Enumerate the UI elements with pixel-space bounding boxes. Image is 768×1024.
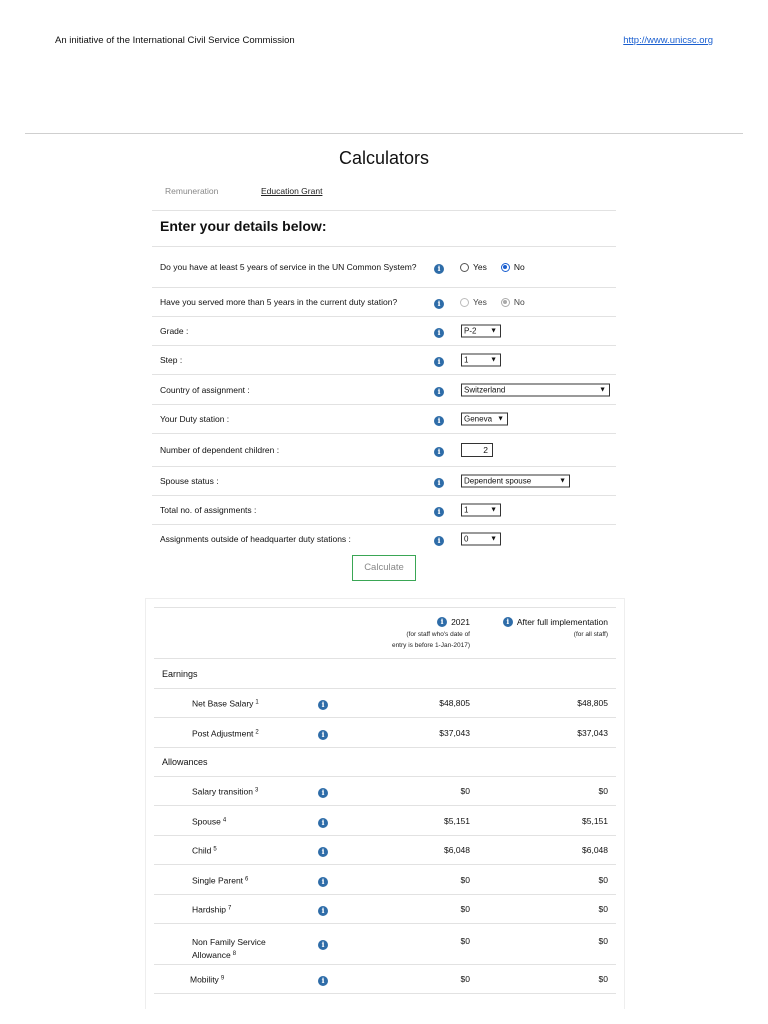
service-question: Do you have at least 5 years of service in the UN Common System? <box>160 262 417 272</box>
country-value: Switzerland <box>464 385 506 394</box>
row-country <box>152 375 616 405</box>
radio-dot <box>460 263 469 272</box>
tab-remuneration[interactable]: Remuneration <box>165 186 219 196</box>
row-label-text: Non Family Service Allowance <box>192 937 266 960</box>
row-children <box>152 434 616 467</box>
row-label-text: Single Parent <box>192 875 244 885</box>
info-icon[interactable]: i <box>434 536 444 546</box>
row-spouse <box>152 467 616 496</box>
footnote-ref: 9 <box>220 975 225 982</box>
info-icon[interactable]: i <box>434 507 444 517</box>
results-table <box>154 607 616 994</box>
duty-radios <box>460 297 539 307</box>
value-full: $37,043 <box>577 727 608 738</box>
chevron-down-icon: ▼ <box>490 356 497 364</box>
value-2021: $5,151 <box>444 815 470 826</box>
duty-station-select[interactable] <box>461 413 508 426</box>
info-icon[interactable]: i <box>437 617 447 627</box>
value-2021: $6,048 <box>444 845 470 855</box>
row-label <box>192 814 292 827</box>
footnote-ref: 7 <box>228 905 232 912</box>
row-label <box>192 785 292 798</box>
radio-duty-yes[interactable] <box>460 297 487 307</box>
row-label-text: Hardship <box>192 904 227 915</box>
row-label <box>192 844 292 857</box>
column-2021-title: 2021 <box>451 617 470 627</box>
value-full: $0 <box>598 874 608 885</box>
info-icon[interactable]: i <box>318 788 328 798</box>
chevron-down-icon: ▼ <box>490 327 497 335</box>
row-label <box>190 973 290 986</box>
info-icon[interactable]: i <box>318 818 328 828</box>
info-icon[interactable]: i <box>434 328 444 338</box>
divider <box>25 133 743 134</box>
spouse-value: Dependent spouse <box>464 476 532 486</box>
table-row <box>154 924 616 965</box>
initiative-text: An initiative of the International Civil Service Commission <box>55 35 295 46</box>
assignments-select[interactable] <box>461 504 501 517</box>
value-full: $0 <box>598 904 608 914</box>
row-duty-years <box>152 288 616 317</box>
info-icon[interactable]: i <box>434 387 444 397</box>
row-label-text: Net Base Salary <box>192 698 254 709</box>
chevron-down-icon: ▼ <box>490 506 497 514</box>
info-icon[interactable]: i <box>318 906 328 916</box>
footnote-ref: 3 <box>254 787 259 794</box>
country-select[interactable] <box>461 383 610 396</box>
table-row <box>154 865 616 895</box>
value-full: $48,805 <box>577 698 608 708</box>
value-full: $0 <box>598 786 608 796</box>
section-allowances <box>154 748 616 777</box>
info-icon[interactable]: i <box>434 264 444 274</box>
table-row <box>154 689 616 718</box>
section-label: Earnings <box>162 668 198 679</box>
chevron-down-icon: ▼ <box>559 477 566 485</box>
footnote-ref: 4 <box>222 817 227 823</box>
chevron-down-icon: ▼ <box>490 535 497 543</box>
country-label: Country of assignment : <box>160 384 250 395</box>
value-2021: $0 <box>460 974 470 984</box>
row-service <box>152 247 616 288</box>
table-row <box>154 777 616 806</box>
info-icon[interactable]: i <box>434 357 444 367</box>
value-2021: $0 <box>460 904 470 914</box>
row-label-text: Spouse <box>192 816 221 826</box>
row-label <box>192 726 292 739</box>
column-full-note: (for all staff) <box>573 631 608 638</box>
chevron-down-icon: ▼ <box>599 386 606 393</box>
row-outside-hq <box>152 525 616 553</box>
row-label <box>192 903 292 916</box>
info-icon[interactable]: i <box>318 877 328 887</box>
row-label-text: Mobility <box>190 974 219 985</box>
spouse-select[interactable] <box>461 475 570 488</box>
step-label: Step : <box>160 355 183 365</box>
tab-education-grant[interactable]: Education Grant <box>261 186 323 196</box>
outside-hq-value: 0 <box>464 534 469 544</box>
value-2021: $48,805 <box>439 698 470 708</box>
table-row <box>154 836 616 865</box>
radio-service-no[interactable] <box>501 262 525 272</box>
row-label-text: Post Adjustment <box>192 728 254 738</box>
value-full: $6,048 <box>582 845 608 855</box>
info-icon[interactable]: i <box>318 940 328 950</box>
duty-question: Have you served more than 5 years in the current duty station? <box>160 297 398 307</box>
row-duty-station <box>152 405 616 434</box>
radio-duty-no[interactable] <box>501 297 525 307</box>
info-icon[interactable]: i <box>503 617 513 627</box>
info-icon[interactable]: i <box>318 847 328 857</box>
section-earnings <box>154 659 616 689</box>
row-label <box>192 697 292 710</box>
grade-select[interactable] <box>461 325 501 338</box>
details-form <box>152 210 616 553</box>
value-full: $0 <box>598 936 608 946</box>
radio-label: Yes <box>473 297 487 307</box>
chevron-down-icon: ▼ <box>497 415 504 423</box>
step-select[interactable] <box>461 354 501 367</box>
children-label: Number of dependent children : <box>160 445 280 455</box>
value-2021: $0 <box>460 874 470 885</box>
radio-service-yes[interactable] <box>460 262 487 272</box>
duty-station-value: Geneva <box>464 414 493 424</box>
row-grade <box>152 317 616 346</box>
footnote-ref: 8 <box>232 951 237 957</box>
table-row <box>154 806 616 836</box>
info-icon[interactable]: i <box>318 730 328 740</box>
radio-dot-selected <box>501 298 510 307</box>
value-full: $0 <box>598 974 608 984</box>
column-2021 <box>392 617 470 651</box>
calculate-button[interactable]: Calculate <box>352 555 416 581</box>
unicsc-link[interactable]: http://www.unicsc.org <box>623 35 713 46</box>
table-row <box>154 895 616 924</box>
footnote-ref: 2 <box>255 729 259 735</box>
outside-hq-label: Assignments outside of headquarter duty stations : <box>160 534 351 544</box>
info-icon[interactable]: i <box>434 447 444 457</box>
row-assignments <box>152 496 616 525</box>
radio-label: Yes <box>473 262 487 272</box>
info-icon[interactable]: i <box>434 299 444 309</box>
results-header <box>154 607 616 659</box>
spouse-label: Spouse status : <box>160 476 219 486</box>
info-icon[interactable]: i <box>318 700 328 710</box>
grade-value: P-2 <box>464 326 477 336</box>
form-heading: Enter your details below: <box>152 211 616 247</box>
info-icon[interactable]: i <box>434 416 444 426</box>
assignments-label: Total no. of assignments : <box>160 505 257 515</box>
service-radios <box>460 262 539 272</box>
row-label-text: Child <box>192 845 212 856</box>
value-full: $5,151 <box>582 815 608 826</box>
children-input[interactable]: 2 <box>461 443 493 457</box>
column-2021-note-2: entry is before 1-Jan-2017) <box>391 642 470 649</box>
row-label-text: Salary transition <box>192 786 253 797</box>
step-value: 1 <box>464 355 469 365</box>
table-row <box>154 718 616 748</box>
row-label <box>192 873 292 886</box>
column-full <box>503 617 608 640</box>
footnote-ref: 1 <box>255 699 259 706</box>
value-2021: $37,043 <box>439 727 470 738</box>
column-2021-note-1: (for staff who's date of <box>406 631 470 638</box>
value-2021: $0 <box>460 786 470 796</box>
footnote-ref: 6 <box>245 876 249 882</box>
results-panel <box>145 598 625 1009</box>
radio-dot-selected <box>501 263 510 272</box>
radio-label: No <box>513 262 525 272</box>
page-title: Calculators <box>338 148 430 168</box>
duty-station-label: Your Duty station : <box>160 414 230 424</box>
row-step <box>152 346 616 375</box>
table-row <box>154 965 616 994</box>
radio-dot <box>460 298 469 307</box>
row-label <box>192 936 282 961</box>
info-icon[interactable]: i <box>318 976 328 986</box>
assignments-value: 1 <box>464 505 469 515</box>
column-full-title: After full implementation <box>516 617 608 627</box>
section-label: Allowances <box>162 757 208 767</box>
footnote-ref: 5 <box>213 846 217 853</box>
outside-hq-select[interactable] <box>461 533 501 546</box>
grade-label: Grade : <box>160 326 189 336</box>
info-icon[interactable]: i <box>434 478 444 488</box>
value-2021: $0 <box>460 936 470 946</box>
radio-label: No <box>513 297 525 307</box>
